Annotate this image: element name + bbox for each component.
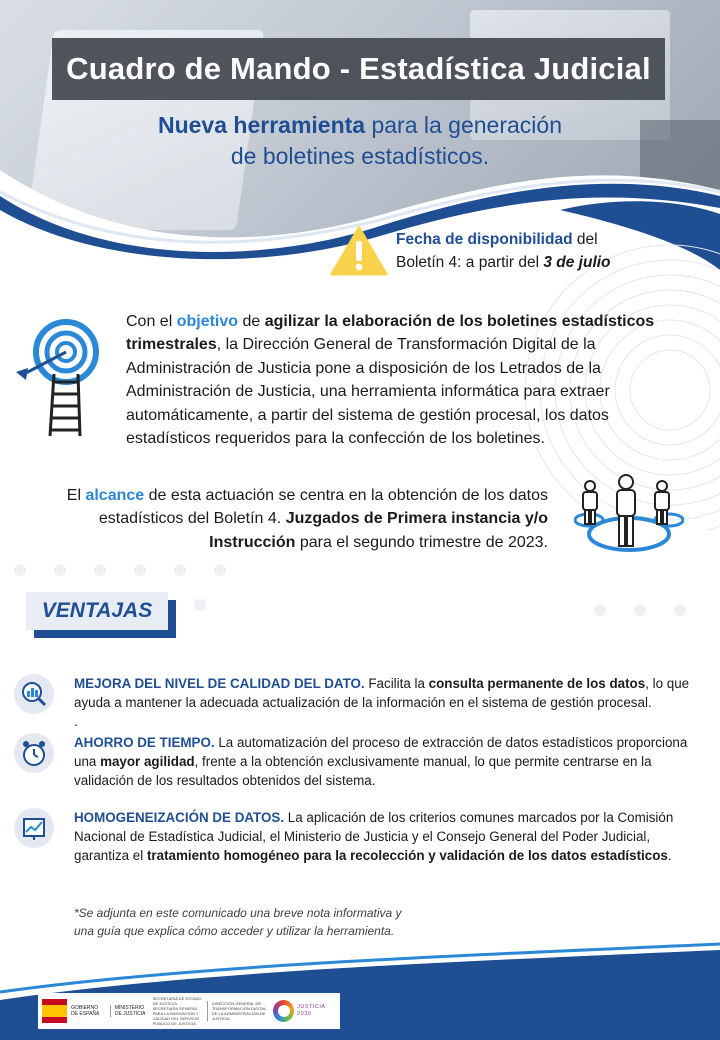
availability-label-rest: del (572, 231, 598, 248)
advantage-text-time (74, 733, 708, 790)
objective-bold: agilizar la elaboración de los boletines estadísticos trimestrales (126, 313, 655, 354)
subtitle-bold: Nueva herramienta (157, 112, 366, 138)
availability-text (396, 228, 611, 274)
logo-secretaria-estado: SECRETARÍA DE ESTADO DE JUSTICIA (152, 996, 202, 1006)
scope-text-2: de esta actuación se centra en la obtención de los datos estadísticos del Boletín 4. (98, 487, 548, 528)
warning-icon (330, 226, 388, 276)
advantages-heading-box (26, 592, 168, 630)
advantage-bold-time: mayor agilidad (100, 754, 195, 769)
advantage-t2-quality: , lo que ayuda a mantener la adecuada actualización de la información en el sistema de gestión procesal. (74, 676, 690, 710)
objective-text-2: de (238, 313, 265, 330)
advantages-heading-text: VENTAJAS (41, 599, 153, 622)
advantage-bold-quality: consulta permanente de los datos (428, 676, 646, 691)
alarm-clock-icon (14, 733, 54, 773)
page-title-box (52, 38, 665, 100)
subtitle-rest: para la generación (365, 112, 562, 138)
availability-notice (330, 224, 680, 280)
justicia-2030-ring-icon (273, 1000, 294, 1022)
subtitle-line2: de boletines estadísticos. (230, 143, 490, 169)
advantage-t2-homogenization: . (667, 848, 672, 863)
advantage-t3-quality: . (74, 714, 78, 729)
objective-paragraph (126, 310, 686, 450)
logo-justicia-2030: JUSTICIA 2030 (297, 1004, 326, 1017)
advantage-head-time: AHORRO DE TIEMPO. (74, 735, 215, 750)
objective-text-1: Con el (126, 313, 177, 330)
spain-coat-of-arms-icon (42, 999, 67, 1023)
advantage-bold-homogenization: tratamiento homogéneo para la recolección y validación de los datos estadísticos (146, 848, 668, 863)
logo-ministerio: MINISTERIO DE JUSTICIA (110, 1005, 149, 1017)
scope-text-1: El (66, 487, 86, 504)
logo-secretaria-general: SECRETARÍA GENERAL PARA LA INNOVACIÓN Y CALIDAD DEL SERVICIO PÚBLICO DE JUSTICIA (152, 1006, 199, 1026)
availability-prefix: Boletín 4: a partir del (396, 254, 544, 271)
logo-direccion: DIRECCIÓN GENERAL DE TRANSFORMACIÓN DIGITAL DE LA ADMINISTRACIÓN DE JUSTICIA (207, 1001, 267, 1021)
advantage-head-homogenization: HOMOGENEIZACIÓN DE DATOS. (74, 810, 285, 825)
page-title: Cuadro de Mando - Estadística Judicial (66, 51, 651, 86)
note-line-1: *Se adjunta en este comunicado una breve nota informativa y (74, 906, 402, 920)
page-subtitle (0, 110, 720, 172)
note-line-2: una guía que explica cómo acceder y utilizar la herramienta. (74, 924, 395, 938)
advantage-text-homogenization (74, 808, 708, 865)
chart-magnifier-icon (14, 674, 54, 714)
logo-gobierno: GOBIERNO DE ESPAÑA (71, 1005, 100, 1017)
objective-text-3: , la Dirección General de Transformación Digital de la Administración de Justicia pone a disposición de los Letrados de la Administración de Justicia, una herramienta informática para extraer automáticamente, a partir del sistema de gestión procesal, los datos estadísticos requeridos para la confección de los boletines. (126, 336, 610, 448)
availability-label: Fecha de disponibilidad (396, 231, 573, 248)
ladder-icon (46, 372, 84, 438)
advantage-t2-time: , frente a la obtención exclusivamente manual, lo que permite centrarse en la validación de los resultados obtenidos del sistema. (74, 754, 652, 788)
institutional-logos (38, 993, 340, 1029)
objective-keyword: objetivo (176, 313, 239, 330)
advantage-t1-homogenization: La aplicación de los criterios comunes marcados por la Comisión Nacional de Estadística Judicial, el Ministerio de Justicia y el Consejo General del Poder Judicial, garantiza el (74, 810, 674, 863)
advantage-head-quality: MEJORA DEL NIVEL DE CALIDAD DEL DATO. (74, 676, 365, 691)
advantages-heading (26, 592, 176, 638)
advantage-text-quality (74, 674, 708, 731)
line-chart-icon (14, 808, 54, 848)
scope-bold: Juzgados de Primera instancia y/o Instrucción (209, 510, 548, 551)
scope-text-3: para el segundo trimestre de 2023. (295, 533, 548, 551)
logo-secretaria (153, 996, 203, 1026)
advantage-t1-quality: Facilita la (364, 676, 429, 691)
scope-keyword: alcance (85, 487, 145, 504)
advantage-t1-time: La automatización del proceso de extracción de datos estadísticos proporciona una (74, 735, 688, 769)
availability-date: 3 de julio (543, 254, 611, 271)
